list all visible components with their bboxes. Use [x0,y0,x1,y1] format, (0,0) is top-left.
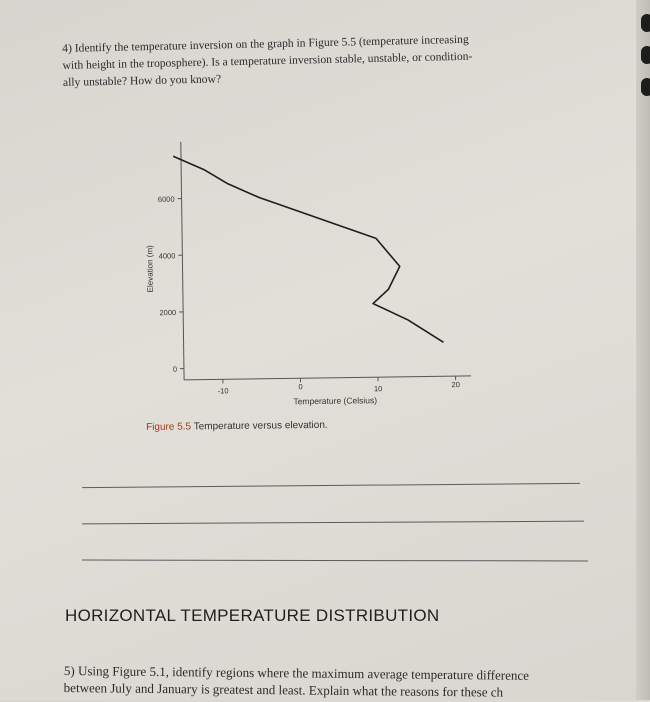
question-4-line: with height in the troposphere). Is a temperature inversion stable, unstable, or condition- [62,46,532,74]
x-axis-label: Temperature (Celsius) [293,395,377,406]
figure-caption-text: Temperature versus elevation. [194,420,328,433]
x-tick-label: 0 [298,382,302,391]
y-axis-label: Elevation (m) [145,245,155,293]
x-tick-label: -10 [218,386,229,395]
figure-label: Figure 5.5 [146,421,191,433]
section-heading: HORIZONTAL TEMPERATURE DISTRIBUTION [65,606,439,626]
x-tick-label: 10 [374,384,382,393]
question-4-line: 4) Identify the temperature inversion on the graph in Figure 5.5 (temperature increasing [62,29,532,57]
question-5 [64,662,604,702]
figure-caption [146,420,328,433]
x-tick-label: 20 [451,380,459,389]
y-tick-label: 4000 [159,251,176,260]
y-tick-label: 0 [173,365,177,374]
question-5-line: between July and January is greatest and least. Explain what the reasons for these ch [64,679,604,702]
question-5-line: 5) Using Figure 5.1, identify regions where the maximum average temperature difference [64,662,604,685]
y-axis-line [181,142,184,380]
question-4-line: ally unstable? How do you know? [63,63,533,91]
temperature-profile-line [173,152,443,346]
x-axis-line [184,376,471,380]
y-tick-label: 2000 [159,308,176,317]
y-tick-label: 6000 [158,195,175,204]
